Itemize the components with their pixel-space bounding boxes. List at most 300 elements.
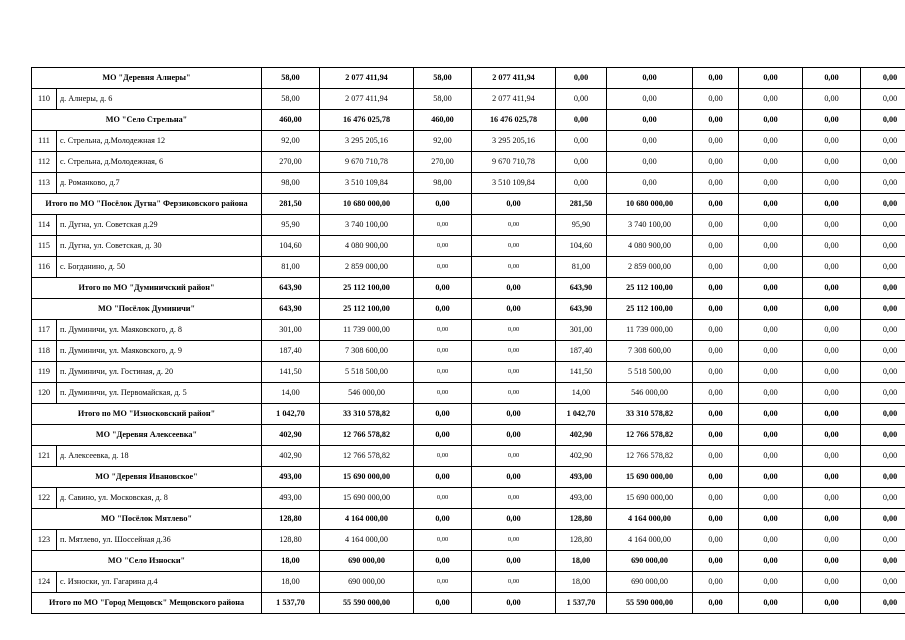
value-cell: 301,00 — [556, 320, 607, 341]
value-cell: 92,00 — [262, 131, 320, 152]
value-cell: 0,00 — [861, 404, 905, 425]
value-cell: 0,00 — [739, 509, 803, 530]
value-cell: 0,00 — [693, 257, 739, 278]
value-cell: 0,00 — [693, 383, 739, 404]
value-cell: 0,00 — [693, 299, 739, 320]
value-cell: 3 510 109,84 — [472, 173, 556, 194]
value-cell: 128,80 — [556, 530, 607, 551]
value-cell: 0,00 — [556, 152, 607, 173]
value-cell: 0,00 — [739, 215, 803, 236]
value-cell: 0,00 — [607, 131, 693, 152]
value-cell: 4 080 900,00 — [607, 236, 693, 257]
value-cell: 0,00 — [414, 530, 472, 551]
address-cell: д. Алнеры, д. 6 — [57, 89, 262, 110]
value-cell: 58,00 — [262, 68, 320, 89]
value-cell: 141,50 — [262, 362, 320, 383]
row-number: 124 — [32, 572, 57, 593]
value-cell: 0,00 — [414, 446, 472, 467]
value-cell: 1 042,70 — [262, 404, 320, 425]
value-cell: 0,00 — [739, 194, 803, 215]
value-cell: 493,00 — [262, 467, 320, 488]
row-number: 123 — [32, 530, 57, 551]
value-cell: 546 000,00 — [320, 383, 414, 404]
value-cell: 690 000,00 — [320, 551, 414, 572]
group-label: МО "Село Стрельна" — [32, 110, 262, 131]
value-cell: 402,90 — [556, 446, 607, 467]
value-cell: 18,00 — [262, 551, 320, 572]
value-cell: 0,00 — [861, 425, 905, 446]
table-row — [32, 341, 905, 362]
value-cell: 0,00 — [861, 509, 905, 530]
table-row — [32, 257, 905, 278]
value-cell: 0,00 — [472, 299, 556, 320]
value-cell: 0,00 — [472, 341, 556, 362]
table-group-row — [32, 110, 905, 131]
value-cell: 643,90 — [556, 278, 607, 299]
value-cell: 0,00 — [739, 152, 803, 173]
value-cell: 0,00 — [472, 467, 556, 488]
value-cell: 0,00 — [861, 299, 905, 320]
value-cell: 0,00 — [861, 236, 905, 257]
table-row — [32, 236, 905, 257]
value-cell: 25 112 100,00 — [320, 278, 414, 299]
value-cell: 0,00 — [414, 509, 472, 530]
value-cell: 95,90 — [262, 215, 320, 236]
row-number: 117 — [32, 320, 57, 341]
value-cell: 0,00 — [803, 152, 861, 173]
row-number: 116 — [32, 257, 57, 278]
value-cell: 0,00 — [861, 215, 905, 236]
value-cell: 690 000,00 — [607, 551, 693, 572]
value-cell: 25 112 100,00 — [320, 299, 414, 320]
row-number: 122 — [32, 488, 57, 509]
value-cell: 0,00 — [414, 236, 472, 257]
value-cell: 0,00 — [739, 257, 803, 278]
value-cell: 281,50 — [556, 194, 607, 215]
value-cell: 187,40 — [262, 341, 320, 362]
value-cell: 0,00 — [472, 551, 556, 572]
value-cell: 0,00 — [556, 131, 607, 152]
value-cell: 0,00 — [414, 278, 472, 299]
row-number: 113 — [32, 173, 57, 194]
value-cell: 0,00 — [693, 446, 739, 467]
table-group-row — [32, 299, 905, 320]
value-cell: 0,00 — [472, 593, 556, 614]
value-cell: 15 690 000,00 — [320, 467, 414, 488]
address-cell: п. Дугна, ул. Советская д.29 — [57, 215, 262, 236]
value-cell: 0,00 — [414, 341, 472, 362]
value-cell: 0,00 — [693, 404, 739, 425]
value-cell: 0,00 — [803, 509, 861, 530]
value-cell: 0,00 — [861, 383, 905, 404]
address-cell: с. Богданино, д. 50 — [57, 257, 262, 278]
value-cell: 0,00 — [693, 110, 739, 131]
value-cell: 7 308 600,00 — [320, 341, 414, 362]
value-cell: 0,00 — [607, 173, 693, 194]
value-cell: 0,00 — [472, 488, 556, 509]
table-body — [32, 68, 905, 614]
value-cell: 141,50 — [556, 362, 607, 383]
group-label: Итого по МО "Думиничский район" — [32, 278, 262, 299]
value-cell: 0,00 — [693, 278, 739, 299]
value-cell: 0,00 — [861, 131, 905, 152]
value-cell: 58,00 — [414, 68, 472, 89]
address-cell: п. Мятлево, ул. Шоссейная д.36 — [57, 530, 262, 551]
table-row — [32, 362, 905, 383]
value-cell: 0,00 — [693, 551, 739, 572]
value-cell: 4 164 000,00 — [607, 509, 693, 530]
value-cell: 0,00 — [414, 467, 472, 488]
table-group-row — [32, 551, 905, 572]
value-cell: 128,80 — [556, 509, 607, 530]
value-cell: 25 112 100,00 — [607, 299, 693, 320]
value-cell: 0,00 — [739, 320, 803, 341]
address-cell: д. Савино, ул. Московская, д. 8 — [57, 488, 262, 509]
value-cell: 0,00 — [739, 383, 803, 404]
value-cell: 0,00 — [803, 299, 861, 320]
value-cell: 0,00 — [693, 488, 739, 509]
value-cell: 4 164 000,00 — [607, 530, 693, 551]
value-cell: 10 680 000,00 — [320, 194, 414, 215]
value-cell: 7 308 600,00 — [607, 341, 693, 362]
table-group-row — [32, 68, 905, 89]
value-cell: 0,00 — [693, 341, 739, 362]
value-cell: 25 112 100,00 — [607, 278, 693, 299]
value-cell: 14,00 — [556, 383, 607, 404]
value-cell: 460,00 — [414, 110, 472, 131]
table-row — [32, 131, 905, 152]
value-cell: 4 164 000,00 — [320, 509, 414, 530]
value-cell: 0,00 — [803, 68, 861, 89]
value-cell: 3 295 205,16 — [472, 131, 556, 152]
value-cell: 0,00 — [739, 236, 803, 257]
value-cell: 55 590 000,00 — [607, 593, 693, 614]
value-cell: 0,00 — [861, 446, 905, 467]
value-cell: 0,00 — [693, 320, 739, 341]
group-label: МО "Посёлок Думиничи" — [32, 299, 262, 320]
value-cell: 0,00 — [693, 173, 739, 194]
value-cell: 0,00 — [803, 278, 861, 299]
value-cell: 0,00 — [693, 467, 739, 488]
address-cell: д. Романково, д.7 — [57, 173, 262, 194]
value-cell: 0,00 — [693, 215, 739, 236]
value-cell: 0,00 — [861, 257, 905, 278]
value-cell: 0,00 — [739, 488, 803, 509]
value-cell: 0,00 — [803, 320, 861, 341]
value-cell: 0,00 — [414, 404, 472, 425]
value-cell: 81,00 — [556, 257, 607, 278]
address-cell: п. Думиничи, ул. Маяковского, д. 9 — [57, 341, 262, 362]
value-cell: 0,00 — [861, 173, 905, 194]
group-label: МО "Деревня Алексеевка" — [32, 425, 262, 446]
value-cell: 0,00 — [414, 299, 472, 320]
value-cell: 0,00 — [607, 68, 693, 89]
value-cell: 0,00 — [556, 89, 607, 110]
address-cell: п. Думиничи, ул. Первомайская, д. 5 — [57, 383, 262, 404]
address-cell: п. Дугна, ул. Советская, д. 30 — [57, 236, 262, 257]
value-cell: 0,00 — [739, 110, 803, 131]
value-cell: 0,00 — [472, 404, 556, 425]
value-cell: 0,00 — [861, 152, 905, 173]
row-number: 120 — [32, 383, 57, 404]
value-cell: 0,00 — [803, 215, 861, 236]
value-cell: 0,00 — [472, 278, 556, 299]
value-cell: 98,00 — [262, 173, 320, 194]
value-cell: 11 739 000,00 — [607, 320, 693, 341]
value-cell: 0,00 — [472, 194, 556, 215]
value-cell: 643,90 — [556, 299, 607, 320]
value-cell: 643,90 — [262, 278, 320, 299]
value-cell: 9 670 710,78 — [320, 152, 414, 173]
value-cell: 643,90 — [262, 299, 320, 320]
value-cell: 0,00 — [803, 131, 861, 152]
value-cell: 0,00 — [693, 68, 739, 89]
value-cell: 104,60 — [556, 236, 607, 257]
table-group-row — [32, 509, 905, 530]
value-cell: 0,00 — [803, 236, 861, 257]
value-cell: 0,00 — [472, 530, 556, 551]
value-cell: 301,00 — [262, 320, 320, 341]
value-cell: 493,00 — [262, 488, 320, 509]
row-number: 112 — [32, 152, 57, 173]
value-cell: 12 766 578,82 — [320, 446, 414, 467]
group-label: Итого по МО "Посёлок Дугна" Ферзиковского района — [32, 194, 262, 215]
group-label: МО "Село Износки" — [32, 551, 262, 572]
value-cell: 81,00 — [262, 257, 320, 278]
value-cell: 4 080 900,00 — [320, 236, 414, 257]
value-cell: 0,00 — [803, 341, 861, 362]
group-label: Итого по МО "Город Мещовск" Мещовского района — [32, 593, 262, 614]
table-row — [32, 572, 905, 593]
value-cell: 0,00 — [739, 572, 803, 593]
value-cell: 270,00 — [262, 152, 320, 173]
value-cell: 0,00 — [861, 362, 905, 383]
value-cell: 0,00 — [803, 425, 861, 446]
address-cell: с. Износки, ул. Гагарина д.4 — [57, 572, 262, 593]
value-cell: 104,60 — [262, 236, 320, 257]
value-cell: 0,00 — [414, 383, 472, 404]
value-cell: 18,00 — [556, 572, 607, 593]
value-cell: 1 537,70 — [262, 593, 320, 614]
value-cell: 270,00 — [414, 152, 472, 173]
table-row — [32, 152, 905, 173]
value-cell: 0,00 — [556, 68, 607, 89]
value-cell: 187,40 — [556, 341, 607, 362]
value-cell: 0,00 — [861, 194, 905, 215]
value-cell: 0,00 — [861, 488, 905, 509]
value-cell: 0,00 — [803, 572, 861, 593]
address-cell: с. Стрельна, д.Молодежная 12 — [57, 131, 262, 152]
address-cell: д. Алексеевка, д. 18 — [57, 446, 262, 467]
value-cell: 0,00 — [739, 89, 803, 110]
value-cell: 0,00 — [861, 278, 905, 299]
table-row — [32, 530, 905, 551]
value-cell: 0,00 — [693, 530, 739, 551]
value-cell: 0,00 — [739, 446, 803, 467]
value-cell: 402,90 — [262, 446, 320, 467]
value-cell: 0,00 — [607, 152, 693, 173]
value-cell: 128,80 — [262, 530, 320, 551]
value-cell: 33 310 578,82 — [607, 404, 693, 425]
value-cell: 0,00 — [472, 572, 556, 593]
table-group-row — [32, 404, 905, 425]
table-row — [32, 383, 905, 404]
value-cell: 9 670 710,78 — [472, 152, 556, 173]
table-row — [32, 446, 905, 467]
value-cell: 0,00 — [693, 362, 739, 383]
row-number: 121 — [32, 446, 57, 467]
row-number: 110 — [32, 89, 57, 110]
value-cell: 15 690 000,00 — [607, 467, 693, 488]
value-cell: 2 077 411,94 — [472, 89, 556, 110]
value-cell: 0,00 — [739, 299, 803, 320]
value-cell: 0,00 — [739, 131, 803, 152]
value-cell: 0,00 — [693, 572, 739, 593]
value-cell: 0,00 — [414, 572, 472, 593]
housing-fund-table — [31, 67, 905, 614]
value-cell: 3 295 205,16 — [320, 131, 414, 152]
value-cell: 0,00 — [472, 425, 556, 446]
value-cell: 3 740 100,00 — [320, 215, 414, 236]
value-cell: 0,00 — [472, 236, 556, 257]
value-cell: 33 310 578,82 — [320, 404, 414, 425]
value-cell: 0,00 — [739, 404, 803, 425]
value-cell: 0,00 — [803, 404, 861, 425]
value-cell: 0,00 — [693, 194, 739, 215]
group-label: Итого по МО "Износковский район" — [32, 404, 262, 425]
value-cell: 402,90 — [556, 425, 607, 446]
value-cell: 98,00 — [414, 173, 472, 194]
value-cell: 0,00 — [472, 257, 556, 278]
value-cell: 0,00 — [803, 383, 861, 404]
table-group-row — [32, 194, 905, 215]
value-cell: 16 476 025,78 — [472, 110, 556, 131]
value-cell: 1 042,70 — [556, 404, 607, 425]
value-cell: 11 739 000,00 — [320, 320, 414, 341]
value-cell: 12 766 578,82 — [607, 446, 693, 467]
value-cell: 0,00 — [693, 152, 739, 173]
value-cell: 92,00 — [414, 131, 472, 152]
value-cell: 546 000,00 — [607, 383, 693, 404]
table-group-row — [32, 278, 905, 299]
group-label: МО "Деревня Алнеры" — [32, 68, 262, 89]
value-cell: 0,00 — [861, 551, 905, 572]
value-cell: 0,00 — [803, 488, 861, 509]
value-cell: 12 766 578,82 — [320, 425, 414, 446]
value-cell: 0,00 — [803, 110, 861, 131]
table-group-row — [32, 467, 905, 488]
document-sheet — [31, 67, 898, 614]
value-cell: 0,00 — [739, 173, 803, 194]
address-cell: п. Думиничи, ул. Гостиная, д. 20 — [57, 362, 262, 383]
row-number: 111 — [32, 131, 57, 152]
row-number: 114 — [32, 215, 57, 236]
value-cell: 0,00 — [739, 68, 803, 89]
value-cell: 0,00 — [556, 173, 607, 194]
value-cell: 0,00 — [739, 551, 803, 572]
value-cell: 0,00 — [693, 509, 739, 530]
value-cell: 0,00 — [739, 530, 803, 551]
value-cell: 0,00 — [803, 362, 861, 383]
value-cell: 0,00 — [472, 215, 556, 236]
value-cell: 0,00 — [693, 131, 739, 152]
value-cell: 460,00 — [262, 110, 320, 131]
value-cell: 5 518 500,00 — [607, 362, 693, 383]
value-cell: 0,00 — [739, 362, 803, 383]
value-cell: 0,00 — [472, 383, 556, 404]
address-cell: п. Думиничи, ул. Маяковского, д. 8 — [57, 320, 262, 341]
value-cell: 0,00 — [803, 89, 861, 110]
value-cell: 0,00 — [739, 467, 803, 488]
value-cell: 0,00 — [414, 362, 472, 383]
value-cell: 2 077 411,94 — [320, 89, 414, 110]
value-cell: 0,00 — [861, 593, 905, 614]
value-cell: 0,00 — [414, 320, 472, 341]
value-cell: 16 476 025,78 — [320, 110, 414, 131]
value-cell: 1 537,70 — [556, 593, 607, 614]
value-cell: 128,80 — [262, 509, 320, 530]
value-cell: 0,00 — [414, 194, 472, 215]
value-cell: 0,00 — [803, 593, 861, 614]
value-cell: 0,00 — [803, 530, 861, 551]
value-cell: 0,00 — [693, 89, 739, 110]
value-cell: 0,00 — [861, 68, 905, 89]
value-cell: 58,00 — [414, 89, 472, 110]
value-cell: 0,00 — [693, 593, 739, 614]
value-cell: 0,00 — [414, 551, 472, 572]
value-cell: 0,00 — [803, 446, 861, 467]
value-cell: 18,00 — [556, 551, 607, 572]
value-cell: 3 740 100,00 — [607, 215, 693, 236]
value-cell: 0,00 — [472, 446, 556, 467]
value-cell: 0,00 — [607, 89, 693, 110]
value-cell: 5 518 500,00 — [320, 362, 414, 383]
value-cell: 0,00 — [414, 593, 472, 614]
value-cell: 0,00 — [472, 509, 556, 530]
value-cell: 0,00 — [739, 593, 803, 614]
table-row — [32, 173, 905, 194]
value-cell: 0,00 — [414, 215, 472, 236]
value-cell: 0,00 — [472, 362, 556, 383]
value-cell: 0,00 — [556, 110, 607, 131]
value-cell: 2 077 411,94 — [320, 68, 414, 89]
value-cell: 0,00 — [803, 467, 861, 488]
value-cell: 15 690 000,00 — [607, 488, 693, 509]
value-cell: 0,00 — [803, 257, 861, 278]
value-cell: 0,00 — [861, 467, 905, 488]
value-cell: 0,00 — [803, 173, 861, 194]
value-cell: 15 690 000,00 — [320, 488, 414, 509]
value-cell: 0,00 — [861, 341, 905, 362]
row-number: 118 — [32, 341, 57, 362]
row-number: 115 — [32, 236, 57, 257]
value-cell: 4 164 000,00 — [320, 530, 414, 551]
value-cell: 402,90 — [262, 425, 320, 446]
table-row — [32, 89, 905, 110]
value-cell: 0,00 — [803, 194, 861, 215]
value-cell: 281,50 — [262, 194, 320, 215]
value-cell: 2 077 411,94 — [472, 68, 556, 89]
value-cell: 0,00 — [472, 320, 556, 341]
group-label: МО "Деревня Ивановское" — [32, 467, 262, 488]
row-number: 119 — [32, 362, 57, 383]
value-cell: 0,00 — [861, 320, 905, 341]
value-cell: 0,00 — [414, 257, 472, 278]
value-cell: 3 510 109,84 — [320, 173, 414, 194]
table-group-row — [32, 425, 905, 446]
value-cell: 690 000,00 — [607, 572, 693, 593]
value-cell: 58,00 — [262, 89, 320, 110]
